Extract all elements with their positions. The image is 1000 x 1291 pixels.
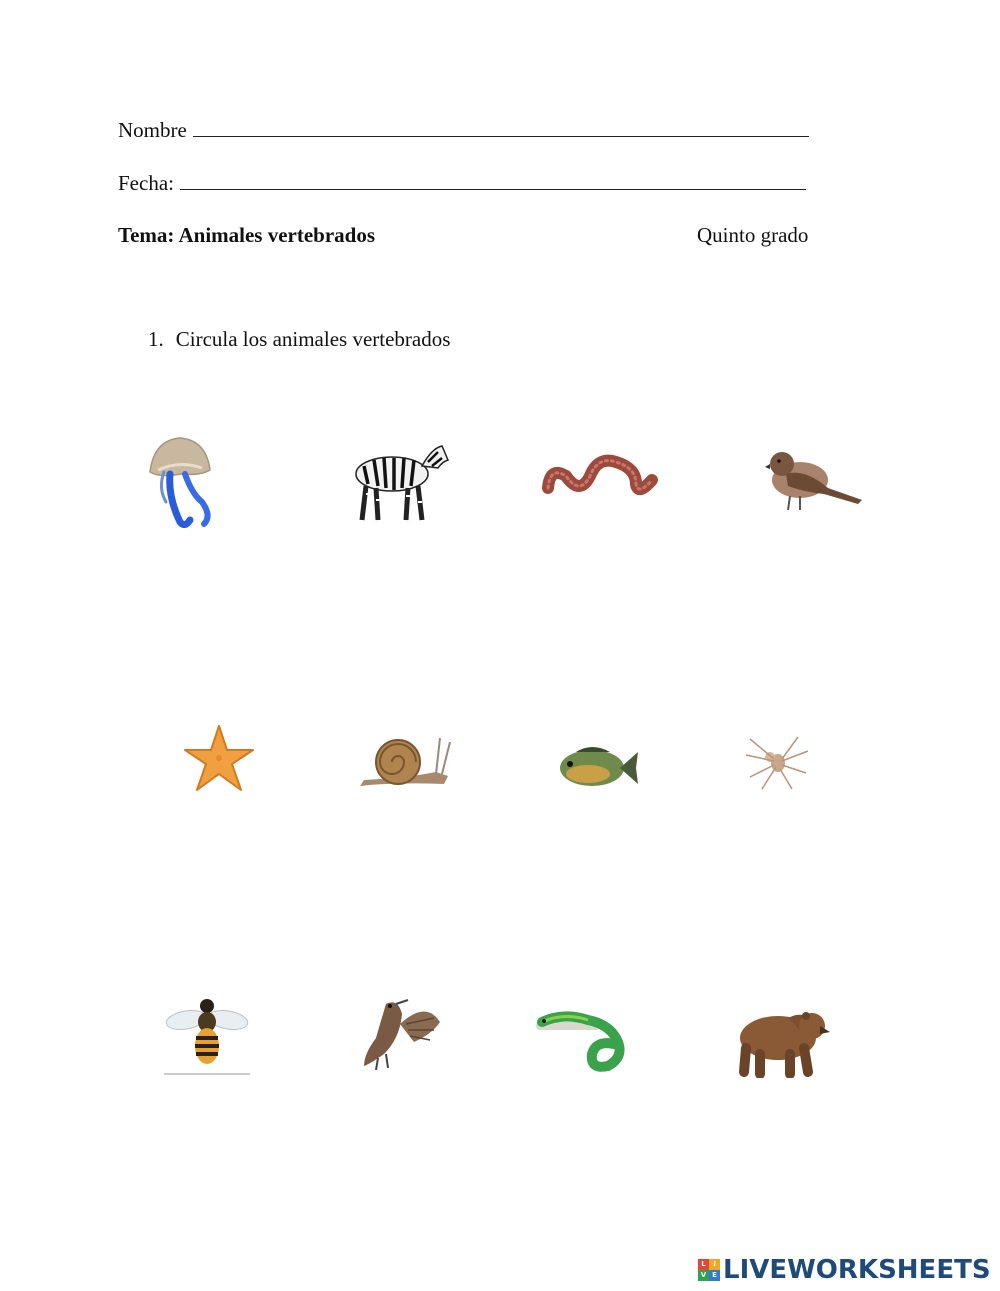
zebra-image[interactable] <box>346 438 452 528</box>
spider-image[interactable] <box>744 733 810 791</box>
question-text: Circula los animales vertebrados <box>175 327 451 351</box>
date-label: Fecha: <box>118 171 174 195</box>
fish-image[interactable] <box>556 742 640 792</box>
snake-image[interactable] <box>534 1004 638 1074</box>
snail-image[interactable] <box>356 732 456 792</box>
medusa-image[interactable] <box>140 432 230 532</box>
question-1 <box>148 327 450 352</box>
starfish-image[interactable] <box>183 722 255 794</box>
name-field[interactable] <box>118 118 809 143</box>
name-label: Nombre <box>118 118 187 142</box>
date-field[interactable] <box>118 171 806 196</box>
grade-label: Quinto grado <box>697 223 809 247</box>
liveworksheets-logo[interactable] <box>698 1255 991 1285</box>
bee-image[interactable] <box>162 994 252 1078</box>
question-number: 1. <box>148 327 164 351</box>
sparrow-image[interactable] <box>764 440 868 516</box>
bear-image[interactable] <box>728 1004 832 1078</box>
liveworksheets-logo-icon: L I V E <box>698 1259 720 1281</box>
bird-image[interactable] <box>356 994 442 1074</box>
worm-image[interactable] <box>540 446 664 506</box>
topic-title: Tema: Animales vertebrados <box>118 223 376 247</box>
name-blank-line[interactable] <box>193 118 809 137</box>
date-blank-line[interactable] <box>180 171 806 190</box>
liveworksheets-wordmark: LIVEWORKSHEETS <box>723 1255 991 1285</box>
